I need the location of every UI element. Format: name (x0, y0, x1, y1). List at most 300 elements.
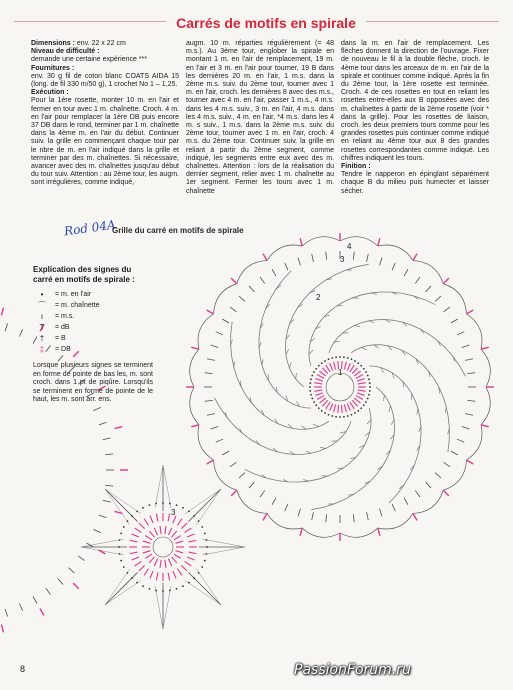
stitch-mark (426, 286, 431, 292)
stitch-mark (444, 307, 450, 312)
chain-dot (335, 416, 337, 418)
stitch-mark (462, 345, 470, 347)
stitch-mark (285, 263, 288, 270)
chain-dot (324, 360, 326, 362)
stitch-mark (392, 504, 395, 511)
dimensions-text: env. 22 x 22 cm (76, 40, 126, 47)
stitch-mark (350, 402, 354, 409)
stitch-mark (211, 427, 219, 429)
stitch-mark (465, 359, 473, 361)
chain-dot (357, 410, 359, 412)
legend-item (33, 312, 153, 323)
spiral-segment (329, 320, 466, 377)
picot-arch (481, 349, 490, 387)
chain-dot (367, 375, 369, 377)
chain-dot (347, 357, 349, 359)
chain-dot (193, 515, 195, 517)
chain-dot (131, 577, 133, 579)
stitch-mark (309, 350, 313, 354)
stitch-mark (145, 554, 152, 558)
legend-title: Explication des signes du carré en motifs de spirale : (33, 265, 135, 284)
star-point (105, 489, 130, 525)
chain-dot (343, 416, 345, 418)
supplies-text: env. 30 g fil de coton blanc COATS AIDA 15 (long. de fil 330 m/50 g), 1 crochet No 1 – 1,25. (31, 72, 179, 89)
chain-dot (127, 572, 129, 574)
spiral-segment (259, 271, 311, 408)
stitch-mark (78, 556, 84, 561)
stitch-mark (462, 427, 470, 429)
stitch-mark (249, 482, 254, 488)
stitch-mark (317, 396, 324, 400)
stitch-mark (175, 551, 183, 553)
stitch-mark (314, 390, 322, 391)
legend-note: Lorsque plusieurs signes se terminent en forme de pointe de bas les, m. sont croch. dans 1 pt de piqûre. Lorsqu'ils se terminent en forme de pointe de le haut, les m. sont arr. ens. (33, 362, 153, 403)
stitch-mark (353, 514, 354, 522)
chain-dot (315, 404, 317, 406)
chain-dot (201, 526, 203, 528)
chain-dot (198, 520, 200, 522)
chain-dot (343, 356, 345, 358)
stitch-mark (189, 552, 197, 554)
stitch-mark (132, 557, 139, 560)
stitch-mark (93, 529, 100, 532)
stitch-mark (443, 490, 449, 496)
stitch-mark (466, 310, 473, 314)
stitch-mark (216, 332, 223, 335)
stitch-mark (73, 583, 79, 589)
stitch-mark (317, 375, 324, 379)
stitch-mark (160, 560, 161, 568)
chain-dot (368, 394, 370, 396)
stitch-mark (174, 536, 181, 540)
stitch-mark (150, 516, 153, 523)
stitch-mark (341, 405, 342, 413)
stitch-mark (165, 560, 166, 568)
chain-dot (331, 415, 333, 417)
chain-dot (321, 410, 323, 412)
chain-dot (182, 507, 184, 509)
stitch-mark (306, 451, 312, 453)
stitch-mark (263, 513, 267, 520)
star-point (185, 489, 221, 514)
stitch-mark (315, 379, 323, 382)
stitch-mark (384, 395, 385, 401)
stitch-mark (189, 540, 197, 542)
stitch-mark (207, 460, 214, 464)
stitch-mark (181, 523, 187, 529)
chain-dot (206, 546, 208, 548)
difficulty-text: demande une certaine expérience *** (31, 56, 147, 64)
stitch-mark (172, 531, 177, 537)
chain-dot (169, 590, 171, 592)
stitch-mark (344, 362, 346, 370)
chain-dot (360, 365, 362, 367)
picot-arch (340, 528, 378, 537)
picot-arch (302, 237, 340, 246)
stitch-mark (262, 359, 263, 365)
spiral-segment (231, 322, 329, 429)
stitch-mark (143, 541, 151, 543)
stitch-mark (451, 451, 458, 455)
stitch-mark (165, 526, 166, 534)
spiral-segment (309, 292, 435, 366)
stitch-mark (175, 541, 183, 543)
stitch-mark (168, 514, 170, 522)
picot-arch (481, 387, 490, 425)
stitch-mark (413, 254, 417, 261)
execution-text: Pour la 1ère rosette, monter 10 m. en l'air et fermer en tour avec 1 m. chaînette. Croch. 4 m. en l'air pour remplacer la 1ère DB puis encore 37 DB dans le rond, terminer par 1 m. chaînette dans la 4ème m. en l'air du début. Continuer suiv. la grille en commençant chaque tour par le nbre de m. en l'air indiqué dans la grille et terminer par des m. chaînettes. Si nécessaire, avancer avec des m. chaînettes jusqu'au début du tour suiv. Attention : au 2ème tour, les augm. sont irrégulières, comme indiqué, (31, 97, 179, 187)
stitch-mark (205, 373, 213, 374)
stitch-mark (263, 254, 267, 261)
chain-dot (363, 368, 365, 370)
stitch-mark (457, 332, 464, 335)
chain-dot (367, 398, 369, 400)
chain-dot (313, 371, 315, 373)
stitch-mark (313, 424, 318, 426)
star-point (105, 580, 141, 605)
half-treble-symbol: T (39, 323, 45, 333)
execution-label: Exécution : (31, 89, 69, 97)
treble-symbol: † (39, 334, 45, 344)
chain-dot (310, 394, 312, 396)
stitch-mark (286, 349, 289, 354)
stitch-mark (5, 324, 7, 332)
stitch-mark (314, 383, 322, 384)
stitch-mark (1, 625, 3, 633)
star-point (196, 489, 221, 525)
stitch-mark (285, 504, 288, 511)
stitch-mark (216, 439, 223, 442)
stitch-mark (367, 512, 369, 520)
symbol-legend (33, 265, 153, 412)
stitch-mark (156, 514, 158, 522)
stitch-mark (338, 405, 339, 413)
stitch-mark (168, 573, 170, 581)
chain-dot (169, 503, 171, 505)
stitch-mark (145, 536, 152, 540)
stitch-mark (356, 375, 363, 379)
chain-dot (120, 533, 122, 535)
stitch-mark (389, 406, 391, 412)
stitch-mark (404, 498, 408, 505)
chain-dot (310, 378, 312, 380)
chain-dot (363, 404, 365, 406)
stitch-mark (211, 345, 219, 347)
star-point (188, 572, 221, 605)
star-point (155, 586, 163, 629)
star-point (202, 547, 245, 555)
chain-dot (193, 577, 195, 579)
stitch-mark (132, 534, 139, 537)
stitch-mark (444, 462, 450, 467)
chain-dot (369, 382, 371, 384)
chain-dot (369, 390, 371, 392)
stitch-mark (103, 500, 111, 502)
stitch-mark (312, 512, 314, 520)
stitch-mark (392, 263, 395, 270)
chain-dot (155, 590, 157, 592)
chain-dot (335, 356, 337, 358)
legend-label: = dB (55, 324, 70, 332)
stitch-mark (326, 402, 330, 409)
chain-dot (339, 356, 341, 358)
chain-dot (351, 414, 353, 416)
stitch-mark (415, 277, 420, 283)
stitch-mark (99, 515, 107, 517)
stitch-mark (378, 528, 380, 536)
stitch-mark (481, 347, 489, 349)
star-point (81, 547, 124, 555)
chain-dot (162, 502, 164, 504)
stitch-mark (187, 534, 194, 537)
stitch-mark (58, 578, 63, 584)
stitch-mark (19, 603, 22, 610)
chain-dot (318, 407, 320, 409)
chain-dot (149, 588, 151, 590)
chain-dot (204, 560, 206, 562)
chart-title: Grille du carré en motifs de spirale (112, 226, 244, 235)
stitch-mark (68, 568, 74, 573)
chain-dot (118, 546, 120, 548)
legend-item (33, 345, 153, 356)
chain-dot (131, 515, 133, 517)
stitch-mark (380, 258, 382, 266)
stitch-mark (368, 321, 374, 323)
picot-arch (267, 245, 302, 261)
chain-dot (204, 533, 206, 535)
stitch-mark (207, 310, 214, 314)
chain-dot (206, 553, 208, 555)
stitch-mark (320, 447, 326, 448)
stitch-mark (446, 407, 447, 413)
round-number: 2 (316, 293, 321, 302)
stitch-mark (1, 308, 3, 316)
stitch-mark (326, 514, 327, 522)
stitch-mark (154, 559, 157, 566)
stitch-mark (174, 554, 181, 558)
spiral-segment (214, 398, 351, 455)
chain-dot (176, 588, 178, 590)
stitch-mark (352, 368, 357, 374)
chain-dot (123, 526, 125, 528)
spiral-segment (369, 366, 421, 503)
stitch-mark (177, 519, 181, 526)
stitch-mark (115, 511, 123, 513)
stitch-mark (130, 552, 138, 554)
stitch-mark (451, 319, 458, 323)
stitch-mark (234, 361, 235, 367)
picot-arch (190, 387, 199, 425)
stitch-mark (380, 509, 382, 517)
stitch-mark (46, 588, 51, 594)
chain-dot (123, 566, 125, 568)
chain-dot (351, 358, 353, 360)
chain-dot (127, 520, 129, 522)
stitch-mark (260, 277, 265, 283)
chain-dot (176, 504, 178, 506)
stitch-mark (350, 365, 354, 372)
stitch-mark (298, 258, 300, 266)
supplies-label: Fournitures : (31, 64, 75, 72)
dimensions-label: Dimensions : (31, 40, 75, 47)
chain-dot (119, 539, 121, 541)
stitch-mark (105, 454, 113, 455)
stitch-mark (300, 238, 302, 246)
stitch-mark (367, 420, 371, 424)
page-title: Carrés de motifs en spirale (166, 13, 366, 33)
stitch-mark (358, 390, 366, 391)
spiral-segment (245, 408, 371, 482)
picot-arch (466, 425, 482, 460)
legend-label: = B (55, 335, 66, 343)
center-ring (153, 537, 173, 557)
stitch-mark (367, 254, 369, 262)
chain-dot (360, 407, 362, 409)
chain-dot (357, 362, 359, 364)
stitch-mark (272, 498, 276, 505)
stitch-mark (249, 286, 254, 292)
stitch-mark (435, 473, 441, 478)
stitch-mark (185, 561, 192, 565)
stitch-mark (466, 460, 473, 464)
stitch-mark (139, 565, 145, 571)
stitch-mark (303, 480, 309, 481)
star-point (185, 580, 221, 605)
stitch-mark (357, 379, 365, 382)
star-point (105, 569, 130, 605)
stitch-mark (354, 326, 360, 327)
stitch-mark (289, 362, 291, 368)
stitch-mark (149, 557, 154, 563)
chain-dot (142, 507, 144, 509)
star-point (105, 489, 141, 514)
stitch-mark (354, 398, 360, 403)
stitch-mark (115, 427, 123, 429)
stitch-mark (231, 278, 237, 284)
stitch-mark (33, 596, 37, 603)
stitch-mark (361, 347, 366, 349)
stitch-mark (326, 252, 327, 260)
stitch-mark (352, 400, 357, 406)
stitch-mark (426, 482, 431, 488)
chain-dot (321, 362, 323, 364)
star-point (155, 465, 163, 508)
stitch-mark (301, 426, 306, 429)
stitch-mark (207, 359, 215, 361)
chain-dot (198, 572, 200, 574)
picot-arch (190, 349, 199, 387)
stitch-mark (149, 531, 154, 537)
round-number: 4 (347, 242, 352, 251)
stitch-mark (347, 403, 350, 410)
stitch-mark (334, 362, 336, 370)
stitch-mark (260, 491, 265, 497)
stitch-mark (334, 404, 336, 412)
stitch-mark (99, 422, 107, 424)
legend-label: = m. chaînette (55, 302, 100, 310)
legend-item (33, 301, 153, 312)
stitch-mark (130, 540, 138, 542)
stitch-mark (467, 373, 475, 374)
stitch-mark (239, 473, 245, 478)
stitch-mark (354, 371, 360, 376)
stitch-mark (150, 571, 153, 578)
chain-dot (368, 378, 370, 380)
stitch-mark (160, 526, 161, 534)
chain-dot (206, 539, 208, 541)
stitch-mark (347, 363, 350, 370)
chain-dot (328, 358, 330, 360)
legend-label: = m. en l'air (55, 291, 92, 299)
star-point (202, 539, 245, 547)
difficulty-label: Niveau de difficulté : (31, 48, 100, 56)
star-point (188, 489, 221, 522)
stitch-mark (156, 573, 158, 581)
chain-dot (142, 585, 144, 587)
stitch-mark (330, 363, 333, 370)
chain-dot (315, 368, 317, 370)
chain-dot (188, 511, 190, 513)
chain-dot (328, 414, 330, 416)
stitch-mark (191, 425, 199, 427)
chain-dot (136, 511, 138, 513)
stitch-mark (330, 403, 333, 410)
stitch-mark (296, 373, 297, 379)
handwritten-stamp: Rod 04A (63, 217, 117, 239)
stitch-mark (168, 559, 171, 566)
stitch-mark (435, 296, 441, 301)
stitch-mark (191, 347, 199, 349)
large-spiral-rosette (186, 233, 494, 541)
chain-dot (365, 371, 367, 373)
stitch-mark (465, 414, 473, 416)
picot-arch (198, 314, 214, 349)
chain-dot (347, 415, 349, 417)
spiral-segment (351, 345, 449, 452)
round-number: 3 (171, 508, 176, 517)
chain-dot (369, 386, 371, 388)
star-point (105, 572, 138, 605)
stitch-mark (404, 269, 408, 276)
stitch-mark (144, 519, 148, 526)
stitch-mark (315, 393, 323, 396)
chain-dot (339, 416, 341, 418)
picot-arch (378, 245, 413, 261)
stitch-mark (105, 485, 113, 486)
stitch-mark (322, 368, 327, 374)
chain-dot (309, 382, 311, 384)
stitch-mark (40, 609, 44, 616)
stitch-mark (319, 371, 325, 376)
legend-label: = m.s. (55, 313, 75, 321)
star-point (163, 586, 171, 629)
chain-dot (155, 503, 157, 505)
stitch-mark (239, 296, 245, 301)
stitch-mark (272, 269, 276, 276)
stitch-mark (344, 404, 346, 412)
star-point (81, 539, 124, 547)
stitch-mark (187, 557, 194, 560)
stitch-mark (319, 398, 325, 403)
finishing-label: Finition : (341, 163, 371, 171)
stitch-mark (99, 550, 106, 554)
picot-arch (378, 513, 413, 529)
stitch-mark (467, 400, 475, 401)
star-point (163, 465, 171, 508)
picot-arch (302, 528, 340, 537)
chain-dot (119, 553, 121, 555)
chain-stitch-symbol: • (40, 290, 44, 300)
